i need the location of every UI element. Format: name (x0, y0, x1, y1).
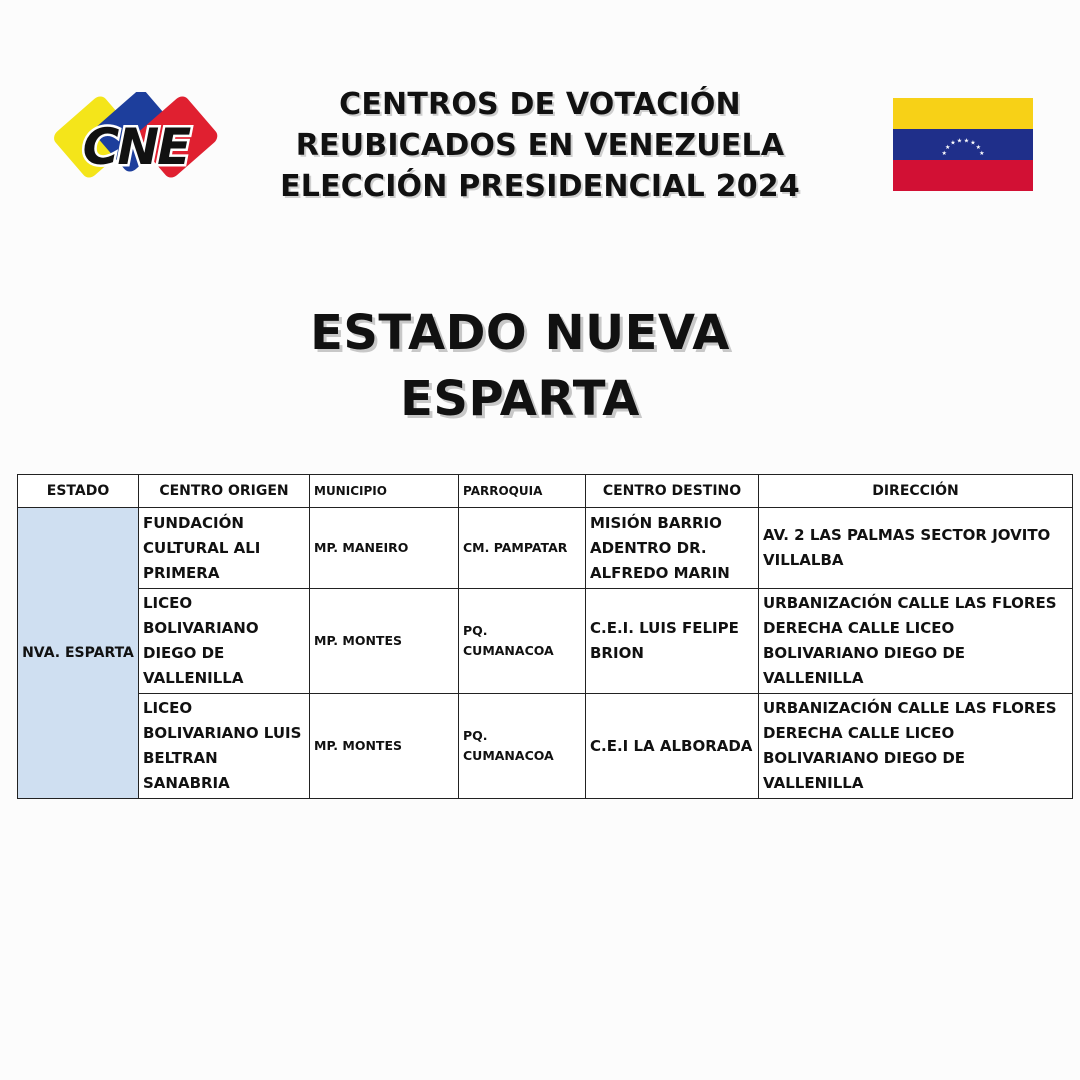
header-centro-origen: CENTRO ORIGEN (139, 475, 310, 508)
centro-destino-cell: C.E.I LA ALBORADA (586, 694, 759, 799)
state-title-line-2: ESPARTA (400, 371, 640, 427)
venezuela-flag-icon (893, 98, 1033, 191)
state-title (0, 300, 1040, 432)
table-row (18, 694, 1073, 799)
flag-star-icon: ★ (975, 144, 981, 152)
logo-text: CNE (82, 118, 190, 176)
direccion-cell: URBANIZACIÓN CALLE LAS FLORES DERECHA CALLE LICEO BOLIVARIANO DIEGO DE VALLENILLA (759, 694, 1073, 799)
centro-origen-cell: LICEO BOLIVARIANO DIEGO DE VALLENILLA (139, 589, 310, 694)
voting-centers-table (17, 474, 1073, 799)
flag-star-icon: ★ (945, 144, 951, 152)
page-header-title (230, 84, 850, 207)
centro-origen-cell: LICEO BOLIVARIANO LUIS BELTRAN SANABRIA (139, 694, 310, 799)
flag-star-icon: ★ (941, 150, 947, 158)
header-centro-destino: CENTRO DESTINO (586, 475, 759, 508)
municipio-cell: MP. MONTES (310, 694, 459, 799)
header-estado: ESTADO (18, 475, 139, 508)
municipio-cell: MP. MANEIRO (310, 508, 459, 589)
table-row (18, 589, 1073, 694)
header-line-2: REUBICADOS EN VENEZUELA (295, 128, 785, 163)
parroquia-cell: PQ. CUMANACOA (459, 694, 586, 799)
direccion-cell: URBANIZACIÓN CALLE LAS FLORES DERECHA CALLE LICEO BOLIVARIANO DIEGO DE VALLENILLA (759, 589, 1073, 694)
estado-cell: NVA. ESPARTA (18, 508, 139, 799)
centro-destino-cell: C.E.I. LUIS FELIPE BRION (586, 589, 759, 694)
flag-star-icon: ★ (963, 137, 970, 145)
cne-logo-icon (44, 92, 226, 196)
header-direccion: DIRECCIÓN (759, 475, 1073, 508)
direccion-cell: AV. 2 LAS PALMAS SECTOR JOVITO VILLALBA (759, 508, 1073, 589)
centro-origen-cell: FUNDACIÓN CULTURAL ALI PRIMERA (139, 508, 310, 589)
header-line-1: CENTROS DE VOTACIÓN (339, 87, 741, 122)
municipio-cell: MP. MONTES (310, 589, 459, 694)
parroquia-cell: PQ. CUMANACOA (459, 589, 586, 694)
centro-destino-cell: MISIÓN BARRIO ADENTRO DR. ALFREDO MARIN (586, 508, 759, 589)
flag-star-icon: ★ (970, 139, 976, 147)
flag-star-icon: ★ (956, 137, 963, 145)
header-line-3: ELECCIÓN PRESIDENCIAL 2024 (280, 169, 800, 204)
flag-star-icon: ★ (950, 139, 956, 147)
table-row (18, 508, 1073, 589)
header-parroquia: PARROQUIA (459, 475, 586, 508)
parroquia-cell: CM. PAMPATAR (459, 508, 586, 589)
flag-star-icon: ★ (979, 150, 985, 158)
state-title-line-1: ESTADO NUEVA (310, 305, 730, 361)
header-municipio: MUNICIPIO (310, 475, 459, 508)
table-header-row (18, 475, 1073, 508)
